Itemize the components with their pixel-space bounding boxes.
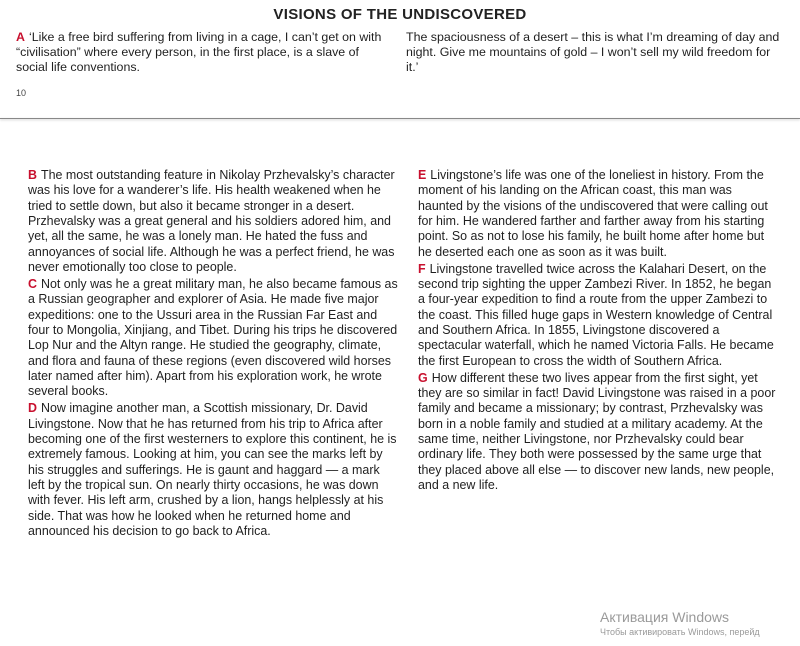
- paragraph-c: [28, 277, 398, 400]
- paragraph-text: Livingstone’s life was one of the loneliest in history. From the moment of his landing on the African coast, this man was haunted by the visions of the undiscovered that were calling out for him. He wandered farther and farther away from his starting point. So as not to lose his family, he built home after home but he deserted each one as soon as it was built.: [418, 168, 768, 259]
- paragraph-e: [418, 168, 778, 260]
- paragraph-letter-a: A: [16, 30, 25, 44]
- paragraph-letter: F: [418, 261, 426, 276]
- paragraph-letter: C: [28, 277, 37, 291]
- paragraph-text: Livingstone travelled twice across the Kalahari Desert, on the second trip sighting the upper Zambezi River. In 1852, he began a four-year expedition to find a route from the upper Zambezi to the coast. This filled huge gaps in Western knowledge of Central and Southern Africa. In 1855, Livingstone discovered a spectacular waterfall, which he named Victoria Falls. He became the first European to cross the width of Southern Africa.: [418, 261, 774, 368]
- paragraph-text: How different these two lives appear from the first sight, yet they are so similar in fact! David Livingstone was raised in a poor family and became a missionary; by contrast, Przhevalsky was born in a noble family and studied at a military academy. At the same time, neither Livingstone, nor Przhevalsky could bear ordinary life. They both were possessed by the same urge that they placed above all else — to discover new lands, new people, and a new life.: [418, 370, 776, 493]
- page-separator: [0, 118, 800, 119]
- left-column: [28, 168, 398, 541]
- page-title: VISIONS OF THE UNDISCOVERED: [273, 6, 527, 23]
- paragraph-d: [28, 401, 398, 539]
- quote-right: [406, 30, 786, 75]
- paragraph-letter: E: [418, 168, 427, 182]
- paragraph-text: Now imagine another man, a Scottish missionary, Dr. David Livingstone. Now that he has returned from his trip to Africa after becoming one of the first westerners to explore this continent, he is extremely famous. Looking at him, you can see the marks left by his struggles and sufferings. He is gaunt and haggard — a mark left by the tropical sun. On nearly thirty occasions, he was down with fever. His left arm, crushed by a lion, hangs helplessly at his side. That was how he looked when he returned home and announced his decision to go back to Africa.: [28, 401, 397, 539]
- watermark-subtitle: Чтобы активировать Windows, перейд: [600, 627, 760, 637]
- quote-right-text: The spaciousness of a desert – this is what I’m dreaming of day and night. Give me mountains of gold – I won’t sell my wild freedom for it.’: [406, 30, 780, 74]
- line-number: 10: [16, 88, 27, 98]
- paragraph-letter: D: [28, 401, 37, 416]
- paragraph-letter: B: [28, 168, 37, 182]
- windows-activation-watermark: [600, 609, 796, 638]
- watermark-title: Активация Windows: [600, 609, 730, 625]
- paragraph-text: The most outstanding feature in Nikolay Przhevalsky’s character was his love for a wanderer’s life. His health weakened when he tried to settle down, but also it became stronger in a desert. Przhevalsky was a great general and his soldiers adored him, and yet, all the same, he was a lonely man. He hated the fuss and annoyances of social life. Although he was a perfect friend, he was never emotionally too close to people.: [28, 168, 395, 275]
- quote-left-text: ‘Like a free bird suffering from living in a cage, I can’t get on with “civilisation” where every person, in the first place, is a slave of social life conventions.: [16, 30, 382, 74]
- paragraph-letter: G: [418, 370, 428, 385]
- paragraph-g: [418, 371, 778, 494]
- paragraph-f: [418, 262, 778, 369]
- paragraph-text: Not only was he a great military man, he also became famous as a Russian geographer and explorer of Asia. He made five major expeditions: one to the Ussuri area in the Russian Far East and four to Mongolia, Xinjiang, and Tibet. During his trips he discovered Lop Nur and the Altyn range. He studied the geography, climate, and flora and fauna of these regions (even discovered wild horses later named after him). Apart from his exploration work, he wrote several books.: [28, 277, 398, 399]
- paragraph-b: [28, 168, 398, 275]
- right-column: [418, 168, 778, 495]
- quote-left: [16, 30, 386, 75]
